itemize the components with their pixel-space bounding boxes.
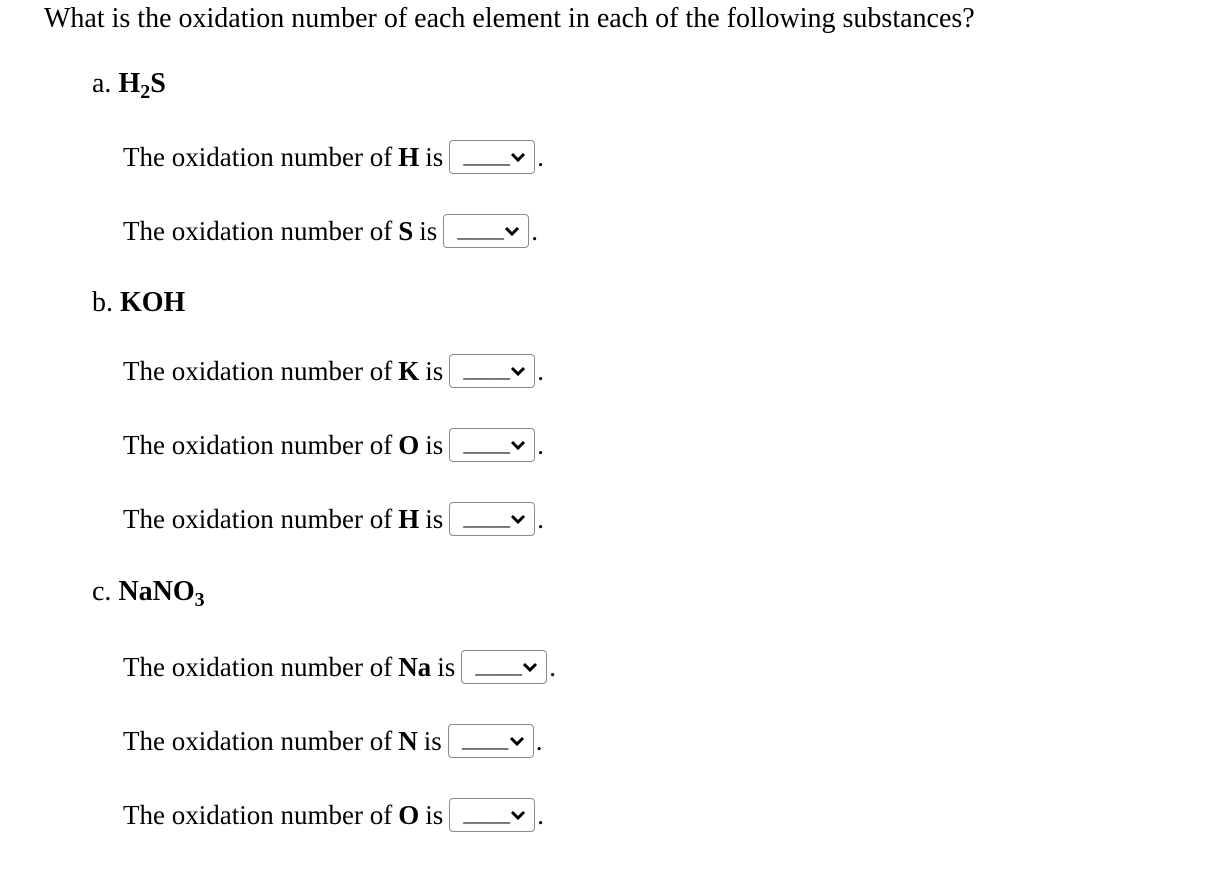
- part-b-heading: [92, 286, 185, 320]
- element-symbol: S: [398, 215, 414, 246]
- answer-line-nano3-na: The oxidation number of Na is ____ .: [123, 649, 556, 685]
- answer-line-h2s-s: The oxidation number of S is ____ .: [123, 213, 538, 249]
- chevron-down-icon: [508, 509, 528, 529]
- dropdown-value: ____: [463, 145, 509, 170]
- dropdown-value: ____: [463, 507, 509, 532]
- element-symbol: O: [398, 799, 420, 830]
- chevron-down-icon: [508, 435, 528, 455]
- dropdown-value: ____: [457, 219, 503, 244]
- formula: NaNO$_3$: [118, 576, 205, 611]
- element-symbol: H: [398, 503, 420, 534]
- oxidation-dropdown[interactable]: [448, 724, 534, 758]
- oxidation-dropdown[interactable]: [449, 502, 535, 536]
- chevron-down-icon: [508, 147, 528, 167]
- oxidation-dropdown[interactable]: [443, 214, 529, 248]
- chevron-down-icon: [508, 805, 528, 825]
- answer-line-h2s-h: The oxidation number of H is ____ .: [123, 139, 544, 175]
- answer-line-nano3-n: The oxidation number of N is ____ .: [123, 723, 542, 759]
- chevron-down-icon: [502, 221, 522, 241]
- answer-line-koh-k: The oxidation number of K is ____ .: [123, 353, 544, 389]
- part-letter: c.: [92, 576, 112, 607]
- dropdown-value: ____: [463, 433, 509, 458]
- oxidation-dropdown[interactable]: [449, 798, 535, 832]
- part-c-heading: [92, 575, 205, 609]
- chevron-down-icon: [508, 361, 528, 381]
- oxidation-dropdown[interactable]: [449, 428, 535, 462]
- dropdown-value: ____: [475, 655, 521, 680]
- question-text: What is the oxidation number of each element in each of the following substances?: [44, 3, 975, 34]
- formula: KOH: [120, 287, 186, 318]
- chevron-down-icon: [520, 657, 540, 677]
- formula: $H_2S$: [118, 68, 166, 103]
- element-symbol: Na: [398, 651, 432, 682]
- element-symbol: N: [398, 725, 418, 756]
- element-symbol: O: [398, 429, 420, 460]
- answer-line-koh-h: The oxidation number of H is ____ .: [123, 501, 544, 537]
- part-letter: b.: [92, 287, 113, 318]
- chevron-down-icon: [507, 731, 527, 751]
- part-letter: a.: [92, 68, 112, 99]
- oxidation-dropdown[interactable]: [461, 650, 547, 684]
- element-symbol: K: [398, 355, 420, 386]
- oxidation-dropdown[interactable]: [449, 140, 535, 174]
- dropdown-value: ____: [463, 803, 509, 828]
- answer-line-koh-o: The oxidation number of O is ____ .: [123, 427, 544, 463]
- answer-line-nano3-o: The oxidation number of O is ____ .: [123, 797, 544, 833]
- oxidation-dropdown[interactable]: [449, 354, 535, 388]
- part-a-heading: [92, 67, 166, 101]
- dropdown-value: ____: [463, 359, 509, 384]
- element-symbol: H: [398, 141, 420, 172]
- dropdown-value: ____: [461, 729, 507, 754]
